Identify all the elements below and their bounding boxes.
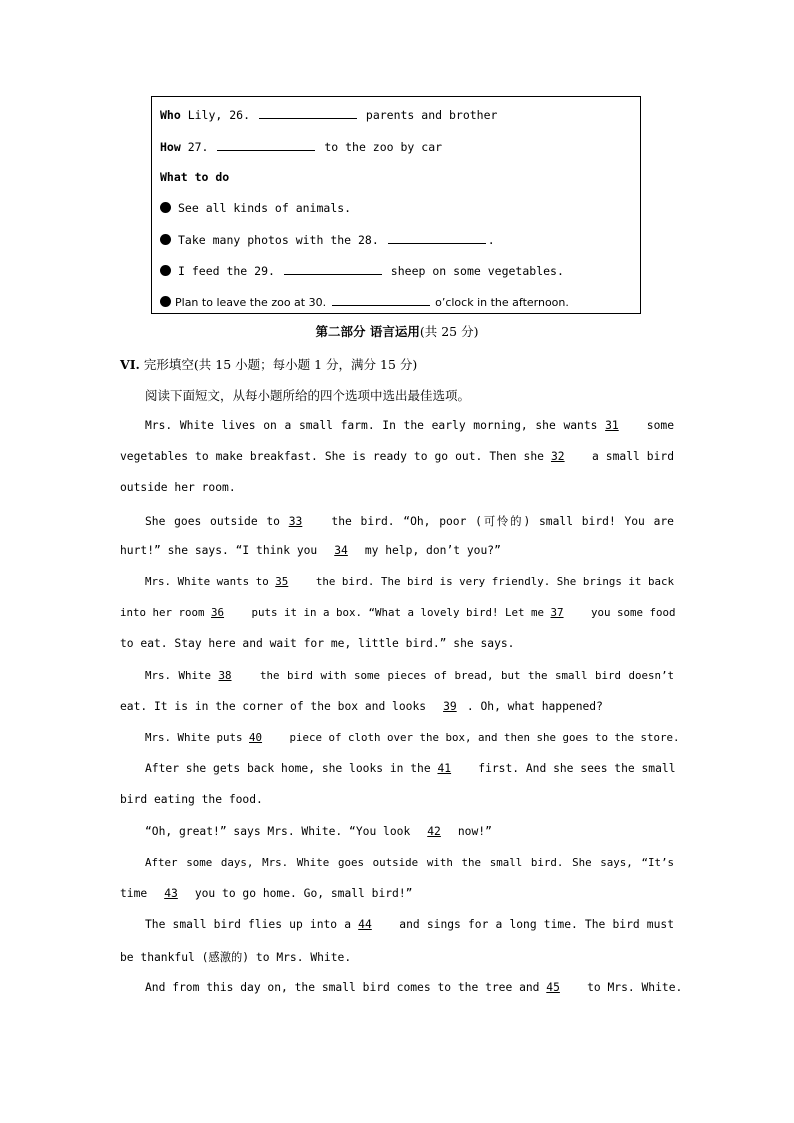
- question-title: 完形填空: [139, 357, 194, 372]
- blank-41[interactable]: 41: [437, 762, 452, 775]
- blank-42[interactable]: 42: [427, 825, 441, 838]
- line-text: The small bird flies up into a: [145, 918, 359, 931]
- line-text: outside her room.: [120, 481, 236, 494]
- bullet-icon: [160, 265, 171, 276]
- blank-26[interactable]: [259, 107, 357, 119]
- blank-31[interactable]: 31: [605, 419, 619, 432]
- line-text: first. And she sees the small: [471, 762, 676, 775]
- line-text: Mrs. White wants to: [145, 575, 276, 588]
- passage-line-2: [120, 450, 674, 463]
- bullet-1-text: See all kinds of animals.: [178, 201, 352, 215]
- box-row-who: [160, 107, 497, 122]
- box-row-how: [160, 139, 442, 154]
- line-text: my help, don’t you?”: [358, 544, 501, 557]
- line-text: you some food: [584, 606, 676, 619]
- section-score: (共 25 分): [419, 324, 479, 339]
- passage-line-6: [145, 575, 674, 588]
- line-text: Mrs. White lives on a small farm. In the early morning, she wants: [145, 419, 606, 432]
- line-text: Mrs. White: [145, 669, 219, 682]
- line-text: and sings for a long time. The bird must: [392, 918, 675, 931]
- line-text: into her room: [120, 606, 212, 619]
- how-text-pre: 27.: [180, 140, 209, 154]
- passage-line-15: [145, 856, 674, 869]
- passage-line-16: [120, 887, 674, 900]
- blank-39[interactable]: 39: [443, 700, 457, 713]
- line-text: the bird. The bird is very friendly. She brings it back: [309, 575, 674, 588]
- question-heading: [120, 355, 417, 373]
- line-text: the bird with some pieces of bread, but the small bird doesn’t: [252, 669, 674, 682]
- bullet-icon: [160, 202, 171, 213]
- bullet-icon: [160, 234, 171, 245]
- blank-30[interactable]: [332, 294, 430, 306]
- bullet-2-post: .: [487, 233, 495, 247]
- passage-line-1: [145, 419, 674, 432]
- blank-40[interactable]: 40: [249, 731, 263, 744]
- bullet-3-pre: I feed the 29.: [178, 264, 275, 278]
- passage-line-4: [145, 513, 674, 529]
- line-text: . Oh, what happened?: [466, 700, 603, 713]
- bullet-3-post: sheep on some vegetables.: [383, 264, 564, 278]
- passage-line-8: [120, 637, 674, 650]
- bullet-2-pre: Take many photos with the 28.: [178, 233, 379, 247]
- line-text: puts it in a box. “What a lovely bird! Let me: [245, 606, 551, 619]
- blank-44[interactable]: 44: [358, 918, 372, 931]
- line-text: to eat. Stay here and wait for me, little bird.” she says.: [120, 637, 515, 650]
- passage-line-5: [120, 544, 674, 557]
- line-text: She goes outside to: [145, 515, 289, 528]
- blank-43[interactable]: 43: [164, 887, 178, 900]
- how-text-post: to the zoo by car: [317, 140, 443, 154]
- section-title: [0, 322, 794, 340]
- line-text: time: [120, 887, 155, 900]
- bullet-icon: [160, 296, 171, 307]
- passage-line-10: [120, 700, 620, 713]
- line-text: After some days, Mrs. White goes outside with the small bird. She says, “It’s: [145, 856, 674, 869]
- line-text: the bird. “Oh, poor (可怜的) small bird! You are: [322, 515, 674, 528]
- passage-line-9: [145, 669, 674, 682]
- box-row-what: [160, 170, 229, 184]
- line-text: a small bird: [584, 450, 675, 463]
- line-text: vegetables to make breakfast. She is ready to go out. Then she: [120, 450, 551, 463]
- line-text: piece of cloth over the box, and then she goes to the store.: [283, 731, 680, 744]
- who-text-pre: Lily, 26.: [180, 108, 251, 122]
- blank-27[interactable]: [217, 139, 315, 151]
- passage-line-14: [145, 825, 674, 838]
- passage-line-12: [145, 762, 674, 775]
- line-text: some: [639, 419, 674, 432]
- passage-line-18: [120, 949, 674, 965]
- who-label: Who: [160, 108, 181, 122]
- question-detail: (共 15 小题；每小题 1 分，满分 15 分): [193, 357, 418, 372]
- blank-38[interactable]: 38: [218, 669, 232, 682]
- blank-45[interactable]: 45: [546, 981, 560, 994]
- line-text: Mrs. White puts: [145, 731, 250, 744]
- passage-line-3: [120, 481, 674, 494]
- question-instruction: 阅读下面短文，从每小题所给的四个选项中选出最佳选项。: [145, 388, 471, 403]
- info-box: [151, 96, 641, 314]
- section-title-text: 第二部分 语言运用: [315, 324, 420, 339]
- passage-line-7: [120, 606, 674, 619]
- line-text: After she gets back home, she looks in the: [145, 762, 438, 775]
- line-text: you to go home. Go, small bird!”: [188, 887, 413, 900]
- passage-line-17: [145, 918, 674, 931]
- passage-line-19: [145, 981, 683, 994]
- bullet-4-post: o’clock in the afternoon.: [431, 296, 569, 309]
- blank-35[interactable]: 35: [275, 575, 289, 588]
- blank-33[interactable]: 33: [288, 515, 303, 528]
- passage-line-11: [145, 731, 680, 744]
- blank-34[interactable]: 34: [334, 544, 348, 557]
- blank-36[interactable]: 36: [211, 606, 225, 619]
- box-row-bullet-3: [160, 263, 564, 278]
- line-text: “Oh, great!” says Mrs. White. “You look: [145, 825, 418, 838]
- box-row-bullet-1: [160, 201, 351, 215]
- line-text: now!”: [451, 825, 492, 838]
- line-text: eat. It is in the corner of the box and looks: [120, 700, 433, 713]
- blank-32[interactable]: 32: [550, 450, 565, 463]
- line-text: bird eating the food.: [120, 793, 263, 806]
- who-text-post: parents and brother: [358, 108, 498, 122]
- line-text: And from this day on, the small bird comes to the tree and: [145, 981, 547, 994]
- line-text: to Mrs. White.: [580, 981, 683, 994]
- blank-29[interactable]: [284, 263, 382, 275]
- blank-37[interactable]: 37: [550, 606, 564, 619]
- blank-28[interactable]: [388, 232, 486, 244]
- box-row-bullet-4: [160, 294, 569, 309]
- bullet-4-pre: Plan to leave the zoo at 30.: [175, 296, 327, 309]
- line-text: be thankful (感激的) to Mrs. White.: [120, 951, 352, 964]
- box-row-bullet-2: [160, 232, 495, 247]
- line-text: hurt!” she says. “I think you: [120, 544, 325, 557]
- question-number: VI.: [120, 357, 140, 372]
- how-label: How: [160, 140, 181, 154]
- passage-line-13: [120, 793, 674, 806]
- what-label: What to do: [160, 170, 230, 184]
